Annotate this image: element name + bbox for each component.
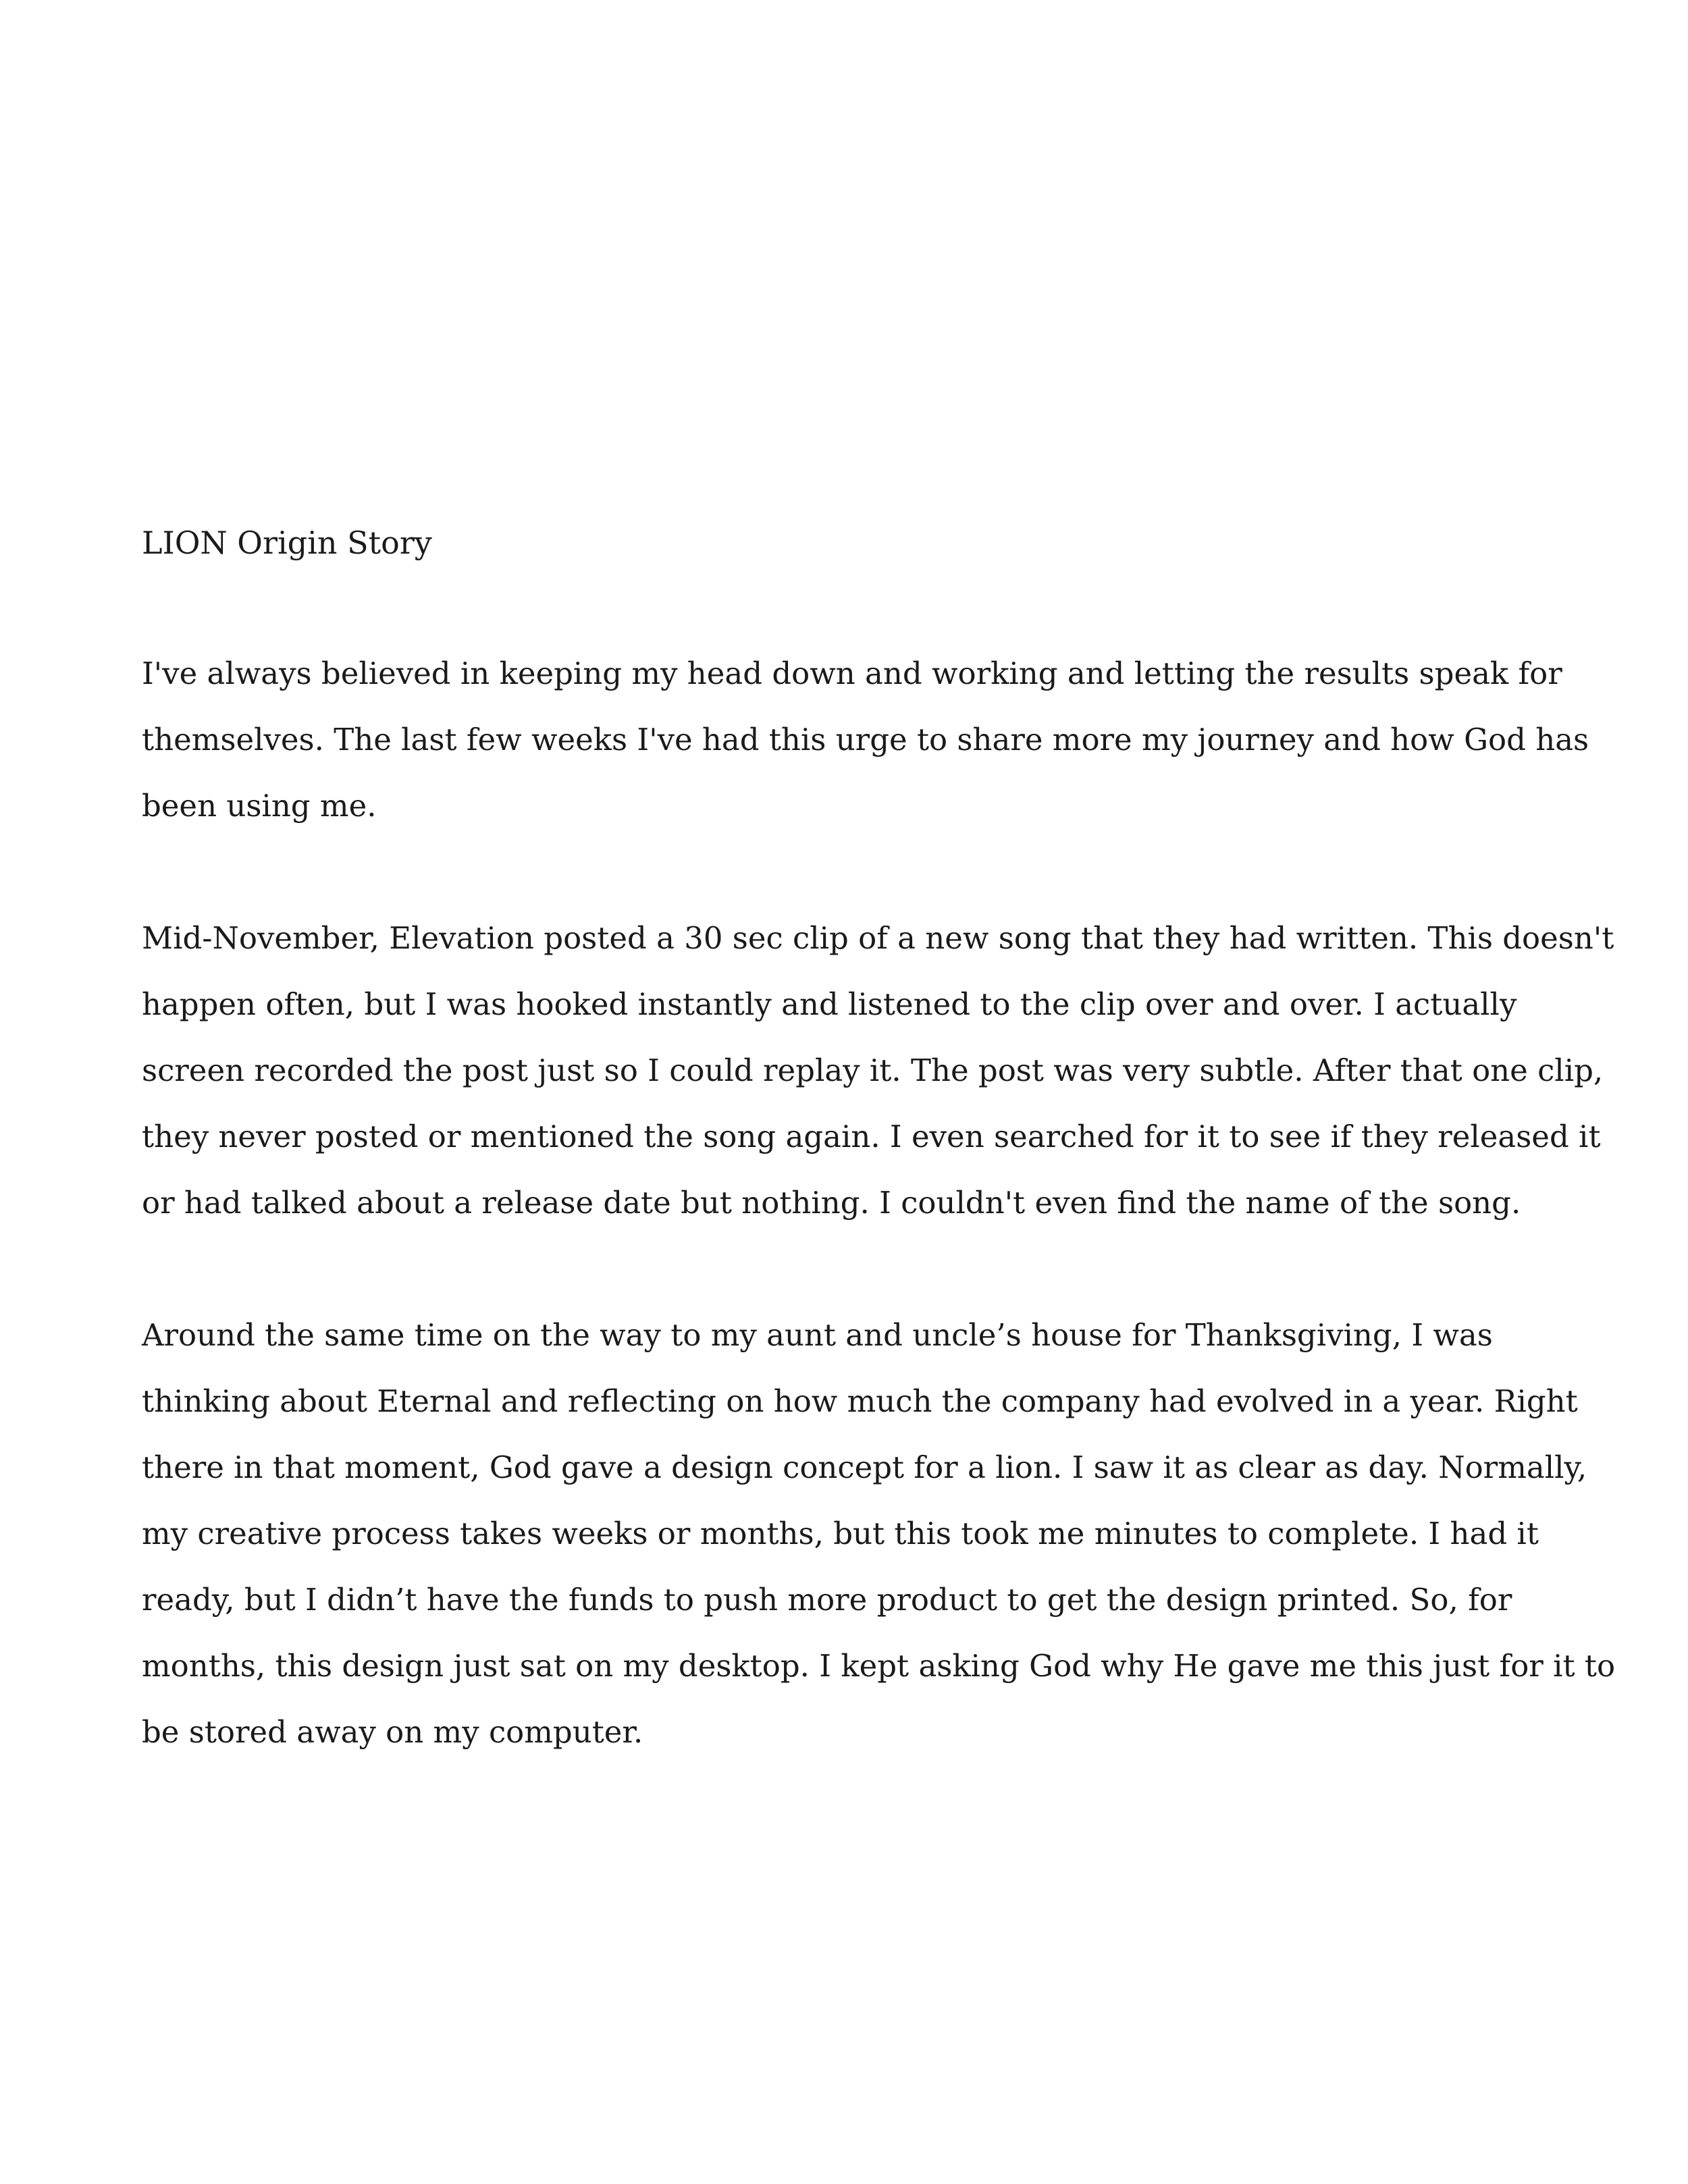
text-line: I've always believed in keeping my head down and working and letting the results speak for (142, 656, 1562, 691)
text-line: Mid-November, Elevation posted a 30 sec clip of a new song that they had written. This doesn't (142, 920, 1614, 956)
text-line: thinking about Eternal and reflecting on how much the company had evolved in a year. Right (142, 1383, 1578, 1419)
text-line: months, this design just sat on my desktop. I kept asking God why He gave me this just for it to (142, 1648, 1616, 1684)
text-line: there in that moment, God gave a design concept for a lion. I saw it as clear as day. Normally, (142, 1449, 1587, 1485)
text-line: happen often, but I was hooked instantly and listened to the clip over and over. I actually (142, 986, 1517, 1022)
text-line: or had talked about a release date but nothing. I couldn't even find the name of the song. (142, 1185, 1521, 1221)
text-line: themselves. The last few weeks I've had this urge to share more my journey and how God has (142, 722, 1589, 757)
text-line: ready, but I didn’t have the funds to push more product to get the design printed. So, for (142, 1582, 1512, 1618)
document-body (142, 510, 1616, 1832)
document-title: LION Origin Story (142, 525, 432, 561)
text-line: Around the same time on the way to my aunt and uncle’s house for Thanksgiving, I was (142, 1317, 1493, 1353)
text-line: they never posted or mentioned the song again. I even searched for it to see if they released it (142, 1119, 1601, 1154)
text-line: been using me. (142, 788, 377, 824)
text-line: my creative process takes weeks or months, but this took me minutes to complete. I had it (142, 1516, 1539, 1551)
paragraph-1 (142, 641, 1589, 839)
paragraph-2 (142, 905, 1614, 1236)
text-line: be stored away on my computer. (142, 1714, 643, 1750)
paragraph-3 (142, 1302, 1616, 1765)
text-line: screen recorded the post just so I could replay it. The post was very subtle. After that one clip, (142, 1053, 1604, 1088)
